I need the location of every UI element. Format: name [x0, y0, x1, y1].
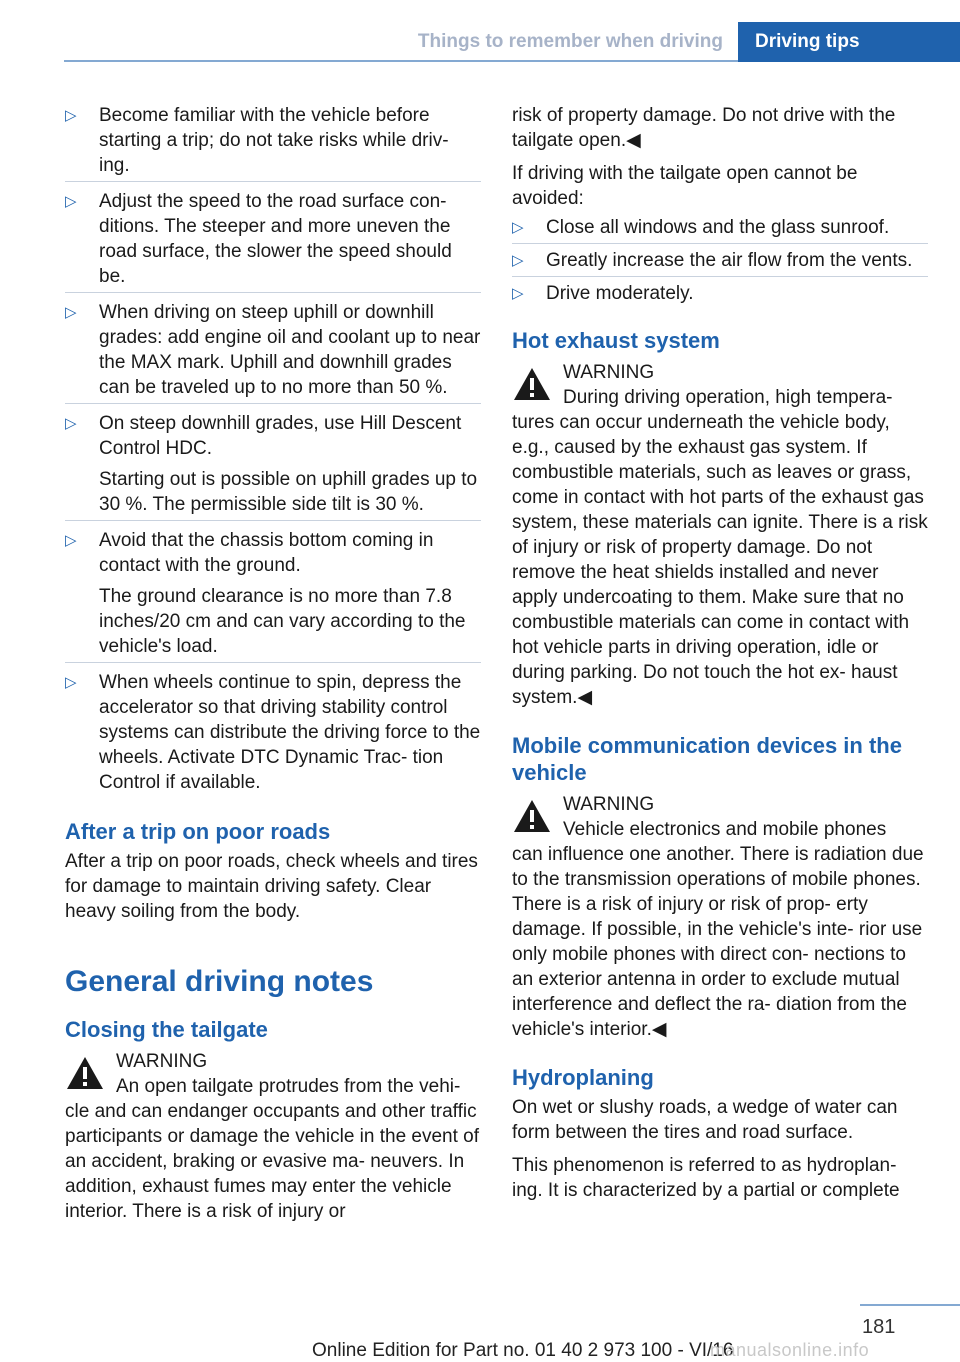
mobile-heading: Mobile communication devices in the vehicle: [512, 733, 902, 785]
footer-rule: [860, 1304, 960, 1306]
list-item: ▷ Greatly increase the air flow from the vents.: [512, 248, 928, 277]
bullet-arrow-icon: ▷: [65, 532, 77, 549]
header-rule: [64, 60, 738, 62]
hydroplaning-text-1: On wet or slushy roads, a wedge of water can form between the tires and road surface.: [512, 1097, 898, 1143]
page-number: 181: [862, 1316, 896, 1338]
warning-label: WARNING: [116, 1051, 208, 1072]
list-item: ▷ When wheels continue to spin, depress the accelerator so that driving stability control systems can distribute the driving force to the wheels. Activate DTC Dynamic Trac‐ tion Control if available.: [65, 672, 481, 793]
warning-text: can influence one another. There is radiation due to the transmission operations of mobile phones. There is a risk of injury or risk of prop‐ erty damage. If possible, in the vehicle's inte‐ rior use only mobile phones with direct con‐ nections to an exterior antenna in order to exclude mutual interference and deflect the ra‐ diation from the vehicle's interior.◀: [512, 844, 924, 1040]
general-notes-heading: General driving notes: [65, 965, 374, 998]
warning-triangle-icon: [65, 1055, 105, 1091]
bullet-arrow-icon: ▷: [65, 674, 77, 691]
poor-roads-text: After a trip on poor roads, check wheels and tires for damage to maintain driving safety. Clear heavy soiling from the body.: [65, 851, 478, 922]
exhaust-heading: Hot exhaust system: [512, 328, 720, 353]
chapter-tab: Driving tips: [738, 22, 960, 62]
mobile-warning: [512, 792, 928, 1042]
list-item: ▷ When driving on steep uphill or downhill grades: add engine oil and coolant up to near the MAX mark. Uphill and downhill grades can be traveled up to no more than 50 %.: [65, 300, 481, 404]
edition-text: Online Edition for Part no. 01 40 2 973 100 - VI/16: [312, 1340, 734, 1361]
bullet-arrow-icon: ▷: [65, 193, 77, 210]
list-item: ▷ Close all windows and the glass sunroof.: [512, 215, 928, 244]
warning-lead: Vehicle electronics and mobile phones: [563, 819, 887, 840]
hydroplaning-heading: Hydroplaning: [512, 1065, 654, 1090]
tailgate-list: [512, 215, 928, 309]
tailgate-warning: [65, 1049, 481, 1224]
bullet-arrow-icon: ▷: [65, 107, 77, 124]
bullet-arrow-icon: ▷: [512, 285, 524, 302]
tailgate-intro: If driving with the tailgate open cannot be avoided:: [512, 163, 858, 209]
exhaust-warning: [512, 360, 928, 710]
page-header: [64, 0, 960, 62]
warning-triangle-icon: [512, 366, 552, 402]
warning-triangle-icon: [512, 798, 552, 834]
watermark: manualsonline.info: [710, 1340, 870, 1360]
bullet-arrow-icon: ▷: [512, 252, 524, 269]
tailgate-heading: Closing the tailgate: [65, 1017, 268, 1042]
bullet-arrow-icon: ▷: [65, 415, 77, 432]
warning-label: WARNING: [563, 362, 655, 383]
list-item: ▷ Become familiar with the vehicle before starting a trip; do not take risks while driv‐ ing.: [65, 103, 481, 182]
warning-text: cle and can endanger occupants and other traffic participants or damage the vehicle in the event of an accident, braking or evasive ma‐ neuvers. In addition, exhaust fumes may enter the vehicle interior. There is a risk of injury or: [65, 1101, 480, 1222]
bullet-arrow-icon: ▷: [512, 219, 524, 236]
right-column: [512, 103, 928, 1211]
list-item: ▷ Avoid that the chassis bottom coming in contact with the ground. The ground clearance is no more than 7.8 inches/20 cm and can vary according to the vehicle's load.: [65, 528, 481, 663]
driving-tips-list: [65, 103, 481, 798]
list-item: ▷ On steep downhill grades, use Hill Descent Control HDC. Starting out is possible on uphill grades up to 30 %. The permissible side tilt is 30 %.: [65, 411, 481, 521]
tailgate-continued: risk of property damage. Do not drive with the tailgate open.◀: [512, 105, 896, 151]
warning-text: tures can occur underneath the vehicle body, e.g., caused by the exhaust gas system. If combustible materials, such as leaves or grass, come in contact with hot parts of the exhaust gas system, these materials can ignite. There is a risk of injury or risk of property damage. Do not remove the heat shields installed and never apply undercoating to them. Make sure that no combustible materials can come in contact with hot vehicle parts in driving operation, idle or during parking. Do not touch the hot ex‐ haust system.◀: [512, 412, 928, 708]
list-item: ▷ Adjust the speed to the road surface con‐ ditions. The steeper and more uneven the road surface, the slower the speed should be.: [65, 189, 481, 293]
warning-lead: During driving operation, high tempera‐: [563, 387, 893, 408]
list-item: ▷ Drive moderately.: [512, 283, 694, 304]
poor-roads-heading: After a trip on poor roads: [65, 819, 331, 844]
hydroplaning-text-2: This phenomenon is referred to as hydroplan‐ ing. It is characterized by a partial or complete: [512, 1155, 900, 1201]
warning-label: WARNING: [563, 794, 655, 815]
bullet-arrow-icon: ▷: [65, 304, 77, 321]
section-label: Things to remember when driving: [417, 31, 723, 52]
warning-lead: An open tailgate protrudes from the vehi‐: [116, 1076, 461, 1097]
left-column: [65, 103, 481, 1224]
